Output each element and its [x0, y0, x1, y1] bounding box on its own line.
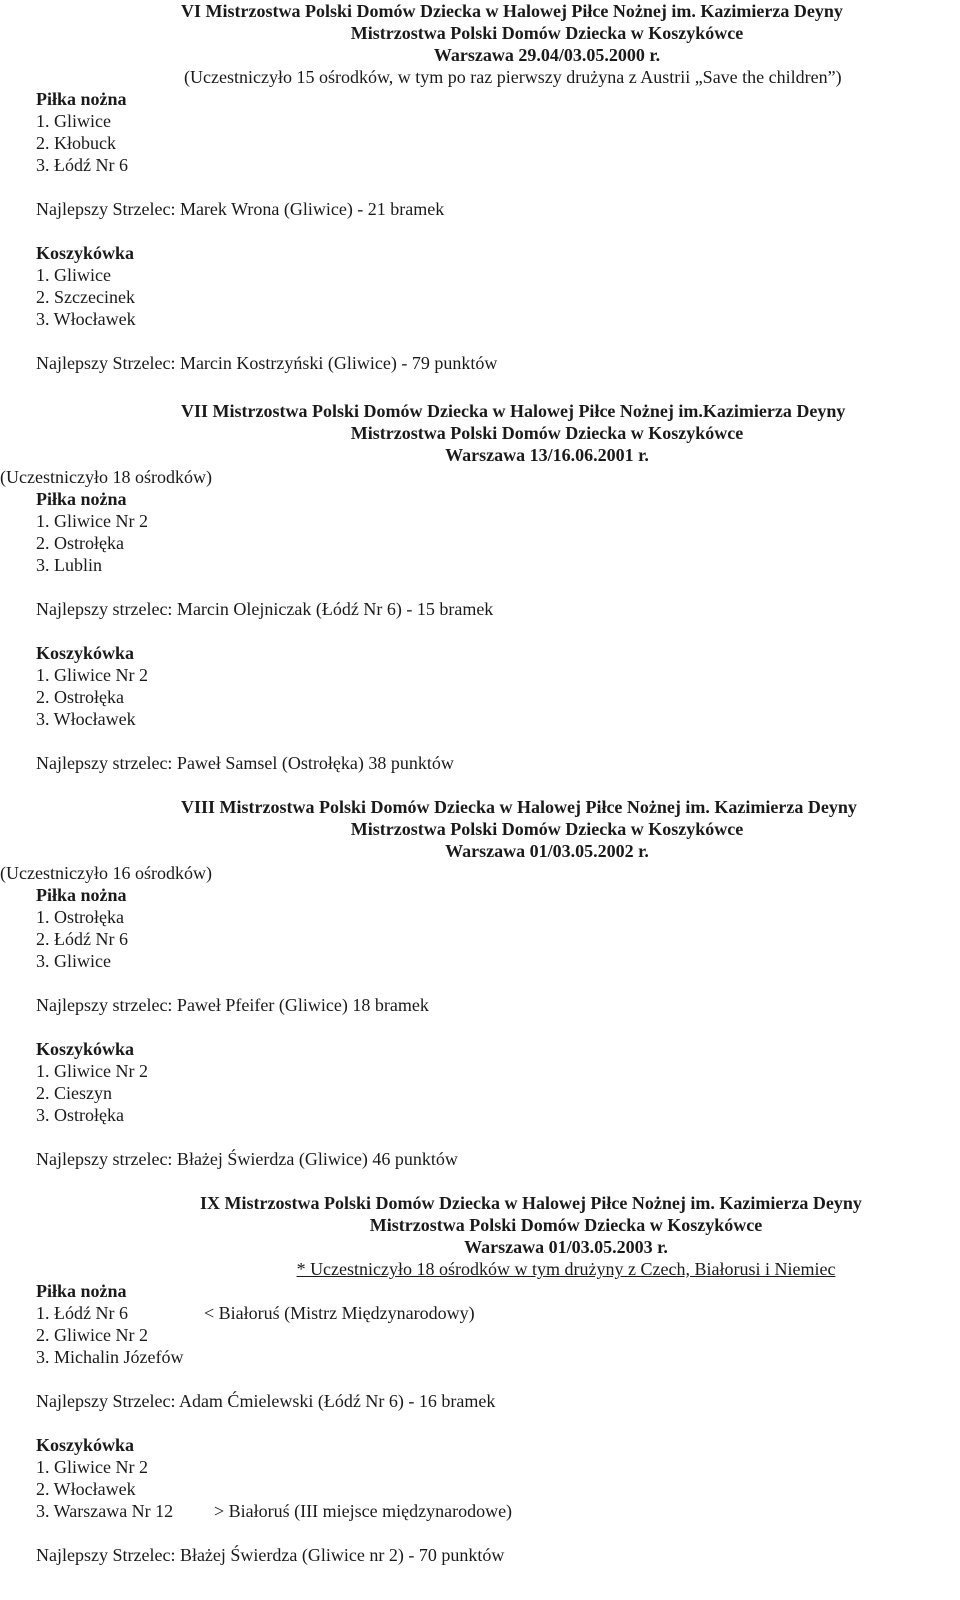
- basketball-heading: Koszykówka: [36, 1435, 135, 1455]
- section-subtitle: Mistrzostwa Polski Domów Dziecka w Koszykówce: [350, 819, 744, 839]
- football-heading: Piłka nożna: [36, 1281, 127, 1301]
- football-heading: Piłka nożna: [36, 89, 127, 109]
- basketball-place-2: 2. Włocławek: [36, 1479, 136, 1499]
- participants-note: (Uczestniczyło 16 ośrodków): [0, 863, 212, 883]
- football-place-1: 1. Gliwice: [36, 111, 111, 131]
- section-subtitle: Mistrzostwa Polski Domów Dziecka w Koszykówce: [369, 1215, 763, 1235]
- football-international-note: < Białoruś (Mistrz Międzynarodowy): [204, 1303, 475, 1323]
- section-date: Warszawa 13/16.06.2001 r.: [445, 445, 649, 465]
- basketball-place-1: 1. Gliwice Nr 2: [36, 1061, 148, 1081]
- basketball-heading: Koszykówka: [36, 643, 135, 663]
- football-place-2: 2. Łódź Nr 6: [36, 929, 128, 949]
- participants-note: (Uczestniczyło 15 ośrodków, w tym po raz pierwszy drużyna z Austrii „Save the children”): [184, 67, 842, 87]
- participants-note: (Uczestniczyło 18 ośrodków): [0, 467, 212, 487]
- football-place-3: 3. Łódź Nr 6: [36, 155, 128, 175]
- basketball-top-scorer: Najlepszy strzelec: Błażej Świerdza (Gliwice) 46 punktów: [36, 1149, 458, 1169]
- basketball-place-1: 1. Gliwice Nr 2: [36, 1457, 148, 1477]
- basketball-place-3: 3. Włocławek: [36, 709, 136, 729]
- football-place-3: 3. Gliwice: [36, 951, 111, 971]
- football-place-2: 2. Kłobuck: [36, 133, 116, 153]
- basketball-place-3: 3. Warszawa Nr 12: [36, 1501, 174, 1521]
- basketball-heading: Koszykówka: [36, 243, 135, 263]
- section-title: VIII Mistrzostwa Polski Domów Dziecka w Halowej Piłce Nożnej im. Kazimierza Deyny: [181, 797, 857, 817]
- football-top-scorer: Najlepszy strzelec: Paweł Pfeifer (Gliwice) 18 bramek: [36, 995, 429, 1015]
- basketball-place-2: 2. Szczecinek: [36, 287, 135, 307]
- section-date: Warszawa 29.04/03.05.2000 r.: [433, 45, 661, 65]
- football-place-2: 2. Ostrołęka: [36, 533, 124, 553]
- basketball-place-1: 1. Gliwice: [36, 265, 111, 285]
- participants-note: * Uczestniczyło 18 ośrodków w tym drużyny z Czech, Białorusi i Niemiec: [296, 1259, 836, 1279]
- football-place-3: 3. Lublin: [36, 555, 102, 575]
- section-subtitle: Mistrzostwa Polski Domów Dziecka w Koszykówce: [350, 423, 744, 443]
- basketball-place-3: 3. Włocławek: [36, 309, 136, 329]
- football-place-2: 2. Gliwice Nr 2: [36, 1325, 148, 1345]
- basketball-place-3: 3. Ostrołęka: [36, 1105, 124, 1125]
- section-title: VI Mistrzostwa Polski Domów Dziecka w Halowej Piłce Nożnej im. Kazimierza Deyny: [181, 1, 843, 21]
- basketball-international-note: > Białoruś (III miejsce międzynarodowe): [214, 1501, 513, 1521]
- football-heading: Piłka nożna: [36, 489, 127, 509]
- basketball-place-1: 1. Gliwice Nr 2: [36, 665, 148, 685]
- basketball-place-2: 2. Cieszyn: [36, 1083, 112, 1103]
- football-top-scorer: Najlepszy Strzelec: Marek Wrona (Gliwice) - 21 bramek: [36, 199, 445, 219]
- basketball-place-2: 2. Ostrołęka: [36, 687, 124, 707]
- section-date: Warszawa 01/03.05.2002 r.: [445, 841, 649, 861]
- section-date: Warszawa 01/03.05.2003 r.: [464, 1237, 668, 1257]
- football-place-1: 1. Łódź Nr 6: [36, 1303, 128, 1323]
- section-subtitle: Mistrzostwa Polski Domów Dziecka w Koszykówce: [350, 23, 744, 43]
- basketball-top-scorer: Najlepszy Strzelec: Błażej Świerdza (Gliwice nr 2) - 70 punktów: [36, 1545, 505, 1565]
- football-top-scorer: Najlepszy Strzelec: Adam Ćmielewski (Łódź Nr 6) - 16 bramek: [36, 1391, 496, 1411]
- football-top-scorer: Najlepszy strzelec: Marcin Olejniczak (Łódź Nr 6) - 15 bramek: [36, 599, 494, 619]
- section-title: IX Mistrzostwa Polski Domów Dziecka w Halowej Piłce Nożnej im. Kazimierza Deyny: [200, 1193, 862, 1213]
- basketball-top-scorer: Najlepszy strzelec: Paweł Samsel (Ostrołęka) 38 punktów: [36, 753, 454, 773]
- football-place-3: 3. Michalin Józefów: [36, 1347, 184, 1367]
- football-place-1: 1. Ostrołęka: [36, 907, 124, 927]
- basketball-heading: Koszykówka: [36, 1039, 135, 1059]
- basketball-top-scorer: Najlepszy Strzelec: Marcin Kostrzyński (Gliwice) - 79 punktów: [36, 353, 498, 373]
- football-place-1: 1. Gliwice Nr 2: [36, 511, 148, 531]
- football-heading: Piłka nożna: [36, 885, 127, 905]
- section-title: VII Mistrzostwa Polski Domów Dziecka w Halowej Piłce Nożnej im.Kazimierza Deyny: [181, 401, 846, 421]
